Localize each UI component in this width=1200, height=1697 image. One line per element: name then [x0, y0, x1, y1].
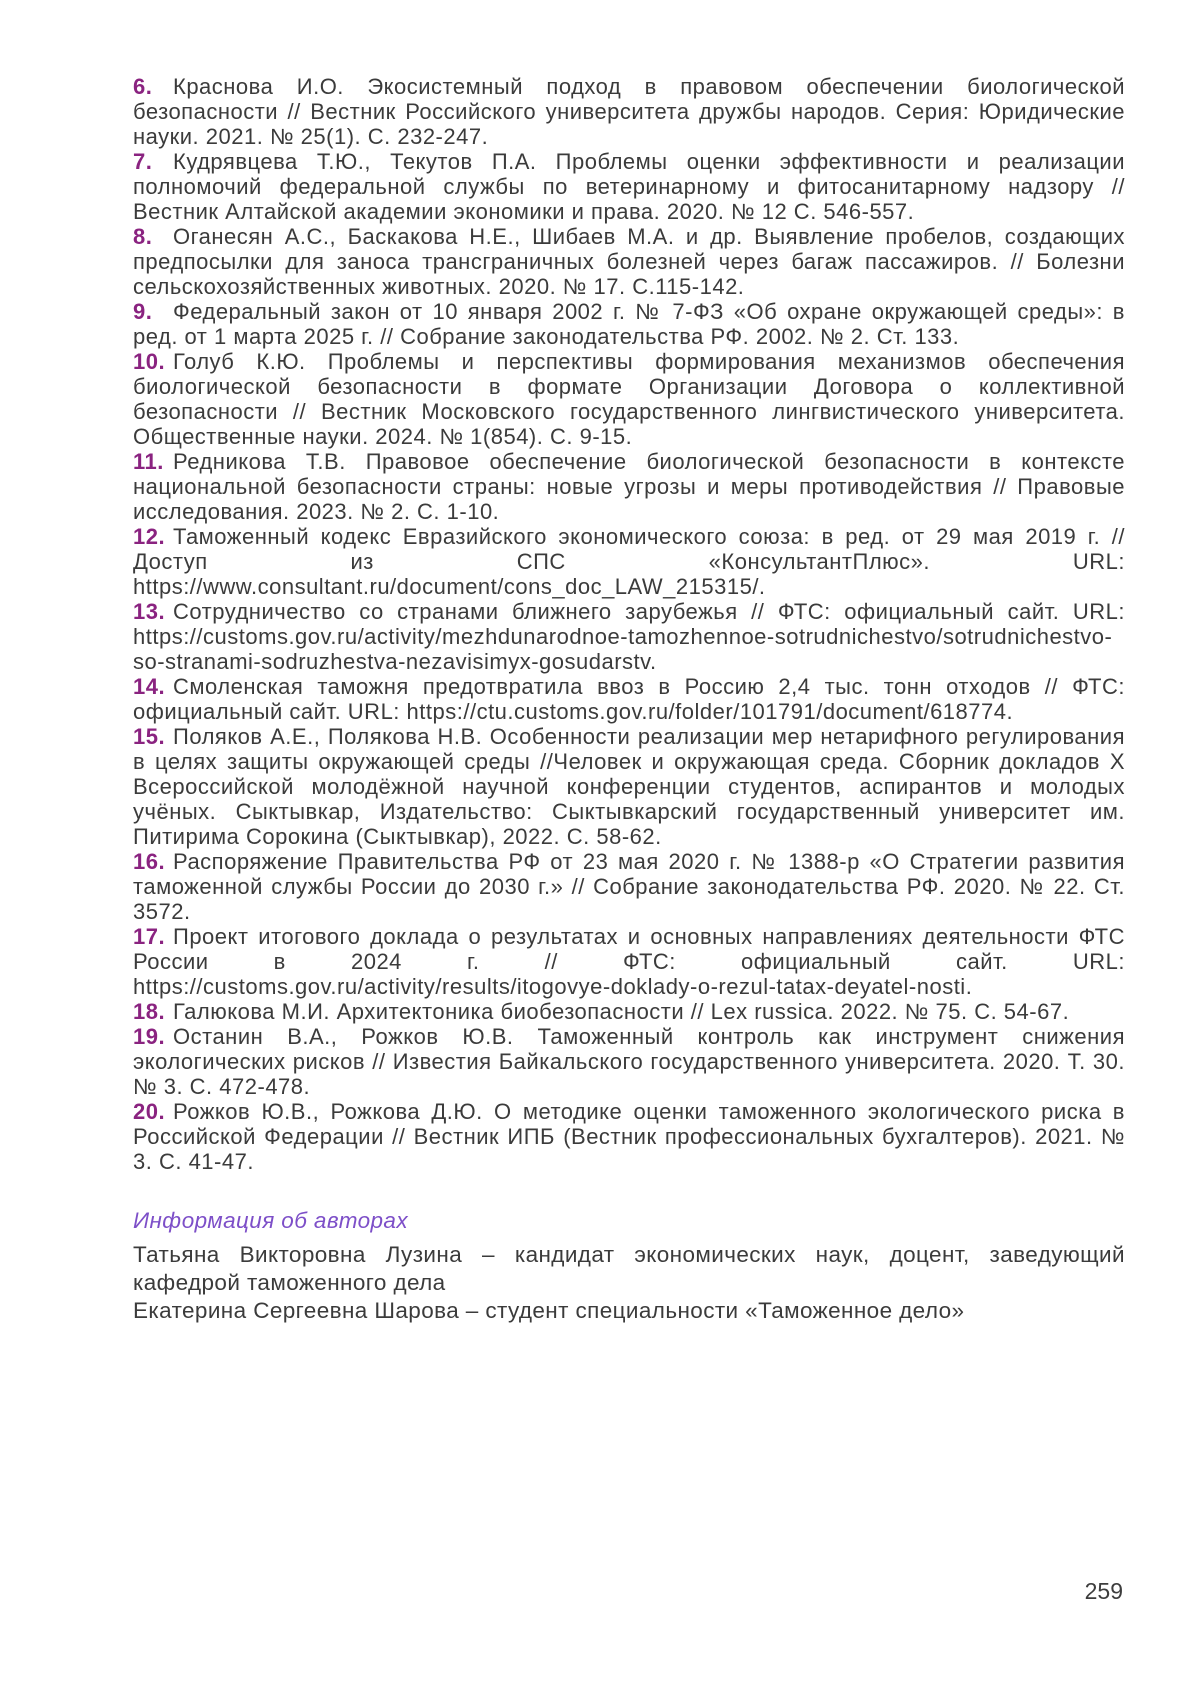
reference-number: 11.: [133, 449, 164, 474]
reference-item: [133, 74, 1125, 149]
reference-number: 9.: [133, 299, 153, 324]
reference-text: Сотрудничество со странами ближнего зарубежья // ФТС: официальный сайт. URL: https://customs.gov.ru/activity/mezhdunarodnoe-tamozhennoe-sotrudnichestvo/sotrudnichestvo-so-stranami-sodruzhestva-nezavisimyx-gosudarstv.: [133, 599, 1125, 674]
page-number: 259: [1084, 1578, 1123, 1604]
reference-text: Останин В.А., Рожков Ю.В. Таможенный контроль как инструмент снижения экологических рисков // Известия Байкальского государственного университета. 2020. Т. 30. № 3. С. 472-478.: [133, 1024, 1125, 1099]
reference-number: 19.: [133, 1024, 166, 1049]
reference-text: Поляков А.Е., Полякова Н.В. Особенности реализации мер нетарифного регулирования в целях защиты окружающей среды //Человек и окружающая среда. Сборник докладов X Всероссийской молодёжной научной конференции студентов, аспирантов и молодых учёных. Сыктывкар, Издательство: Сыктывкарский государственный университет им. Питирима Сорокина (Сыктывкар), 2022. С. 58-62.: [133, 724, 1125, 849]
reference-number: 17.: [133, 924, 166, 949]
authors-section-heading: Информация об авторах: [133, 1208, 408, 1233]
reference-text: Федеральный закон от 10 января 2002 г. № 7-ФЗ «Об охране окружающей среды»: в ред. от 1 марта 2025 г. // Собрание законодательства РФ. 2002. № 2. Ст. 133.: [133, 299, 1125, 349]
reference-item: [133, 224, 1125, 299]
reference-item: [133, 149, 1125, 224]
reference-number: 7.: [133, 149, 153, 174]
reference-item: [133, 299, 1125, 349]
reference-item: [133, 599, 1125, 674]
reference-number: 8.: [133, 224, 153, 249]
reference-text: Галюкова М.И. Архитектоника биобезопасности // Lex russica. 2022. № 75. С. 54-67.: [173, 999, 1070, 1024]
reference-item: [133, 924, 1125, 999]
references-list: [133, 74, 1125, 1174]
reference-item: [133, 1099, 1125, 1174]
reference-text: Таможенный кодекс Евразийского экономического союза: в ред. от 29 мая 2019 г. // Доступ из СПС «КонсультантПлюс». URL: https://www.consultant.ru/document/cons_doc_LAW_215315/.: [133, 524, 1125, 599]
reference-item: [133, 674, 1125, 724]
reference-text: Кудрявцева Т.Ю., Текутов П.А. Проблемы оценки эффективности и реализации полномочий федеральной службы по ветеринарному и фитосанитарному надзору // Вестник Алтайской академии экономики и права. 2020. № 12 С. 546-557.: [133, 149, 1125, 224]
author-info: Екатерина Сергеевна Шарова – студент специальности «Таможенное дело»: [133, 1298, 965, 1323]
reference-item: [133, 349, 1125, 449]
page-content: [133, 74, 1125, 1325]
reference-item: [133, 999, 1125, 1024]
reference-item: [133, 524, 1125, 599]
reference-number: 12.: [133, 524, 166, 549]
reference-text: Смоленская таможня предотвратила ввоз в Россию 2,4 тыс. тонн отходов // ФТС: официальный сайт. URL: https://ctu.customs.gov.ru/folder/101791/document/618774.: [133, 674, 1125, 724]
reference-number: 15.: [133, 724, 166, 749]
reference-item: [133, 1024, 1125, 1099]
reference-number: 14.: [133, 674, 166, 699]
reference-text: Проект итогового доклада о результатах и основных направлениях деятельности ФТС России в 2024 г. // ФТС: официальный сайт. URL: https://customs.gov.ru/activity/results/itogovye-doklady-o-rezul-tatax-deyatel-nosti.: [133, 924, 1125, 999]
reference-item: [133, 449, 1125, 524]
reference-number: 20.: [133, 1099, 166, 1124]
reference-text: Краснова И.О. Экосистемный подход в правовом обеспечении биологической безопасности // Вестник Российского университета дружбы народов. Серия: Юридические науки. 2021. № 25(1). С. 232-247.: [133, 74, 1125, 149]
reference-number: 10.: [133, 349, 166, 374]
reference-text: Редникова Т.В. Правовое обеспечение биологической безопасности в контексте национальной безопасности страны: новые угрозы и меры противодействия // Правовые исследования. 2023. № 2. С. 1-10.: [133, 449, 1125, 524]
reference-item: [133, 849, 1125, 924]
reference-number: 13.: [133, 599, 166, 624]
reference-text: Оганесян А.С., Баскакова Н.Е., Шибаев М.А. и др. Выявление пробелов, создающих предпосылки для заноса трансграничных болезней через багаж пассажиров. // Болезни сельскохозяйственных животных. 2020. № 17. С.115-142.: [133, 224, 1125, 299]
reference-number: 18.: [133, 999, 166, 1024]
reference-text: Голуб К.Ю. Проблемы и перспективы формирования механизмов обеспечения биологической безопасности в формате Организации Договора о коллективной безопасности // Вестник Московского государственного лингвистического университета. Общественные науки. 2024. № 1(854). С. 9-15.: [133, 349, 1125, 449]
reference-text: Рожков Ю.В., Рожкова Д.Ю. О методике оценки таможенного экологического риска в Российской Федерации // Вестник ИПБ (Вестник профессиональных бухгалтеров). 2021. № 3. С. 41-47.: [133, 1099, 1125, 1174]
author-info: Татьяна Викторовна Лузина – кандидат экономических наук, доцент, заведующий кафедрой таможенного дела: [133, 1242, 1125, 1295]
reference-number: 6.: [133, 74, 153, 99]
reference-item: [133, 724, 1125, 849]
reference-text: Распоряжение Правительства РФ от 23 мая 2020 г. № 1388-р «О Стратегии развития таможенной службы России до 2030 г.» // Собрание законодательства РФ. 2020. № 22. Ст. 3572.: [133, 849, 1125, 924]
reference-number: 16.: [133, 849, 166, 874]
